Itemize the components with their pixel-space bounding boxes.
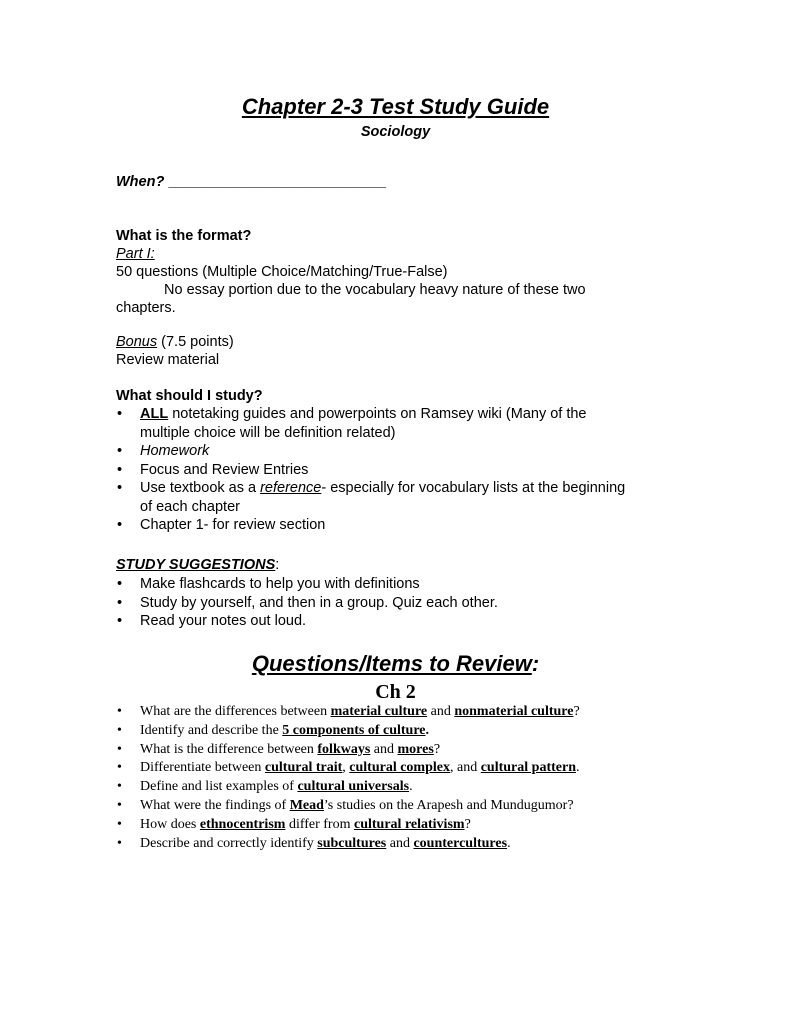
q6-text-b: ’s studies on the Arapesh and Mundugumor? bbox=[323, 797, 574, 813]
bonus-label: Bonus bbox=[116, 334, 158, 350]
study-item-all: ALL bbox=[140, 406, 169, 422]
q2-text-a: Identify and describe the bbox=[140, 722, 283, 738]
q7-term-1: ethnocentrism bbox=[199, 816, 286, 832]
suggestions-heading bbox=[116, 556, 279, 575]
list-item bbox=[116, 835, 696, 854]
q4-text-a: Differentiate between bbox=[140, 760, 265, 776]
q5-term-1: cultural universals bbox=[297, 779, 410, 795]
list-item bbox=[116, 816, 696, 835]
list-item bbox=[116, 516, 676, 535]
bonus-points: (7.5 points) bbox=[157, 334, 234, 350]
list-item bbox=[116, 461, 676, 480]
q8-text-c: . bbox=[507, 835, 511, 851]
study-item-4-post: - especially for vocabulary lists at the beginning bbox=[321, 480, 626, 496]
q6-term-1: Mead bbox=[289, 797, 324, 813]
q7-text-b: differ from bbox=[285, 816, 354, 832]
q5-text-a: Define and list examples of bbox=[140, 779, 298, 795]
q3-text-a: What is the difference between bbox=[140, 741, 318, 757]
list-item bbox=[116, 759, 696, 778]
study-item-4-ref: reference bbox=[260, 480, 322, 496]
study-item-1-text: notetaking guides and powerpoints on Ramsey wiki (Many of the bbox=[168, 406, 587, 422]
list-item bbox=[116, 405, 676, 442]
q1-text-a: What are the differences between bbox=[140, 704, 331, 719]
bonus-desc: Review material bbox=[116, 352, 220, 368]
page-subtitle: Sociology bbox=[360, 124, 431, 140]
q1-term-2: nonmaterial culture bbox=[454, 704, 574, 719]
q8-term-1: subcultures bbox=[317, 835, 387, 851]
format-heading: What is the format? bbox=[116, 228, 252, 244]
list-item bbox=[116, 703, 696, 722]
q4-term-1: cultural trait bbox=[264, 760, 343, 776]
review-heading-colon: : bbox=[531, 651, 540, 676]
suggestions-colon: : bbox=[275, 557, 280, 573]
chapter-heading: Ch 2 bbox=[375, 681, 416, 703]
essay-line-2: chapters. bbox=[116, 300, 176, 316]
q4-text-c: , and bbox=[450, 760, 481, 776]
list-item bbox=[116, 797, 696, 816]
suggestion-3: Read your notes out loud. bbox=[140, 613, 307, 629]
list-item bbox=[116, 722, 696, 741]
q1-text-c: ? bbox=[573, 704, 580, 719]
review-heading bbox=[0, 651, 791, 677]
study-item-1-line2: multiple choice will be definition related) bbox=[140, 424, 396, 441]
q3-term-1: folkways bbox=[317, 741, 371, 757]
suggestions-heading-text: STUDY SUGGESTIONS bbox=[116, 557, 276, 573]
q4-term-2: cultural complex bbox=[349, 760, 450, 776]
essay-line-1: No essay portion due to the vocabulary heavy nature of these two bbox=[164, 282, 586, 298]
study-heading: What should I study? bbox=[116, 388, 263, 404]
q7-text-a: How does bbox=[140, 816, 200, 832]
q2-text-b: . bbox=[425, 722, 430, 738]
list-item bbox=[116, 575, 676, 594]
suggestions-list bbox=[116, 575, 676, 631]
study-item-3: Focus and Review Entries bbox=[140, 461, 309, 478]
q4-text-d: . bbox=[575, 760, 580, 776]
list-item bbox=[116, 594, 676, 613]
q8-term-2: countercultures bbox=[413, 835, 508, 851]
review-heading-text: Questions/Items to Review bbox=[251, 651, 532, 676]
q7-text-c: ? bbox=[464, 816, 471, 832]
q6-text-a: What were the findings of bbox=[140, 797, 290, 813]
q1-text-b: and bbox=[427, 704, 455, 719]
list-item bbox=[116, 741, 696, 760]
q3-text-b: and bbox=[370, 741, 398, 757]
q3-text-c: ? bbox=[433, 741, 441, 757]
list-item bbox=[116, 442, 676, 461]
study-list bbox=[116, 405, 676, 535]
part-label: Part I: bbox=[116, 246, 155, 262]
when-label: When? bbox=[116, 174, 165, 190]
suggestion-2: Study by yourself, and then in a group. Quiz each other. bbox=[140, 594, 498, 611]
when-blank: ___________________________ bbox=[164, 174, 387, 190]
list-item bbox=[116, 612, 676, 631]
q2-term-1: 5 components of culture bbox=[282, 722, 426, 738]
q4-text-b: , bbox=[342, 760, 350, 776]
q1-term-1: material culture bbox=[330, 704, 428, 719]
list-item bbox=[116, 778, 696, 797]
study-item-4-pre: Use textbook as a bbox=[140, 480, 261, 496]
q5-text-b: . bbox=[409, 779, 413, 795]
q4-term-3: cultural pattern bbox=[480, 760, 576, 776]
q8-text-b: and bbox=[386, 835, 414, 851]
q3-term-2: mores bbox=[397, 741, 434, 757]
when-line bbox=[116, 173, 386, 192]
list-item bbox=[116, 479, 676, 516]
questions-line: 50 questions (Multiple Choice/Matching/True-False) bbox=[116, 264, 448, 280]
bonus-line bbox=[116, 333, 234, 352]
q7-term-2: cultural relativism bbox=[354, 816, 465, 832]
review-list bbox=[116, 703, 696, 853]
study-item-5: Chapter 1- for review section bbox=[140, 517, 326, 533]
suggestion-1: Make flashcards to help you with definitions bbox=[140, 576, 420, 592]
page-title: Chapter 2-3 Test Study Guide bbox=[241, 94, 550, 119]
study-item-2: Homework bbox=[140, 443, 210, 459]
study-item-4-line2: of each chapter bbox=[140, 498, 240, 515]
q8-text-a: Describe and correctly identify bbox=[140, 835, 318, 851]
